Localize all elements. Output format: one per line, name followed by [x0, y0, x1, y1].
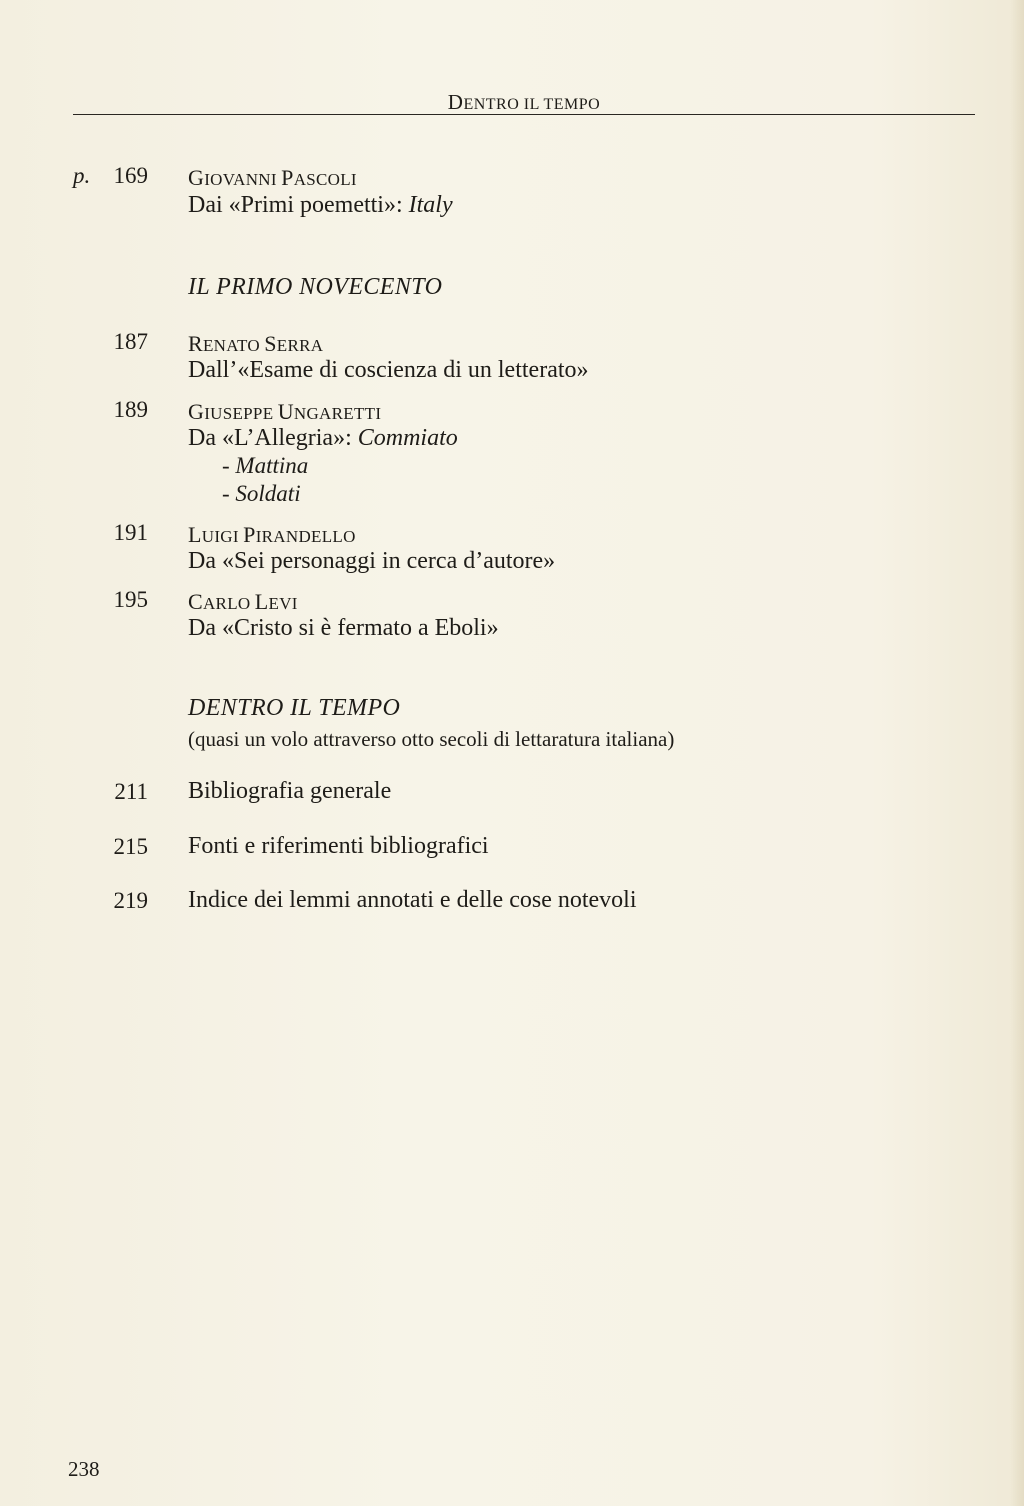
appendix-page-number: 211 [114, 779, 148, 804]
author-rest: ERRA [276, 336, 324, 355]
appendix-label: Fonti e riferimenti bibliografici [188, 833, 489, 859]
author-initial: U [277, 399, 294, 424]
entry-page-number: 187 [113, 329, 148, 354]
entry-title-text: Dai «Primi poemetti»: [188, 192, 409, 218]
author-initial: S [264, 331, 277, 356]
entry-author [188, 165, 357, 191]
entry-title-italic: Commiato [357, 425, 458, 451]
appendix-label: Indice dei lemmi annotati e delle cose notevoli [188, 887, 637, 913]
entry-page-number: 169 [113, 163, 148, 188]
entry-title-text: Dall’«Esame di coscienza di un letterato» [188, 357, 589, 383]
author-initial: L [254, 589, 269, 614]
section-note: (quasi un volo attraverso otto secoli di lettaratura italiana) [188, 727, 675, 751]
header-rule [73, 114, 975, 115]
author-rest: EVI [268, 594, 298, 613]
author-rest: UIGI [201, 527, 239, 546]
author-initial: C [188, 589, 203, 614]
author-initial: G [188, 399, 205, 424]
entry-author [188, 331, 323, 357]
author-rest: IRANDELLO [255, 527, 356, 546]
author-rest: ARLO [202, 594, 251, 613]
entry-author [188, 589, 298, 615]
section-heading: DENTRO IL TEMPO [188, 695, 401, 721]
running-head [73, 90, 975, 115]
entry-subitem: - Mattina [222, 453, 309, 478]
entry-title [188, 615, 499, 642]
author-initial: P [281, 165, 294, 190]
entry-author [188, 399, 381, 425]
appendix-page-number: 215 [113, 834, 148, 859]
entry-subitem: - Soldati [222, 481, 301, 506]
author-initial: P [243, 522, 256, 547]
author-initial: G [188, 165, 205, 190]
appendix-page-number: 219 [113, 888, 148, 913]
entry-title [188, 425, 458, 452]
author-rest: IOVANNI [204, 170, 277, 189]
author-initial: L [188, 522, 202, 547]
page-edge [1010, 0, 1024, 1506]
running-head-initial: D [447, 90, 464, 114]
entry-title [188, 548, 555, 575]
author-rest: ASCOLI [293, 170, 357, 189]
entry-page-number: 191 [113, 520, 148, 545]
entry-title [188, 192, 453, 219]
section-heading: IL PRIMO NOVECENTO [188, 274, 443, 300]
author-initial: R [188, 331, 203, 356]
entry-title-italic: Italy [408, 192, 453, 218]
entry-title-text: Da «Cristo si è fermato a Eboli» [188, 615, 499, 641]
author-rest: NGARETTI [293, 404, 382, 423]
entry-title-text: Da «Sei personaggi in cerca d’autore» [188, 548, 556, 574]
page-folio: 238 [68, 1457, 100, 1481]
entry-title [188, 357, 589, 384]
appendix-label: Bibliografia generale [188, 778, 392, 804]
entry-author [188, 522, 356, 548]
author-rest: IUSEPPE [204, 404, 274, 423]
running-head-rest: ENTRO IL TEMPO [463, 96, 601, 113]
entry-title-text: Da «L’Allegria»: [188, 425, 358, 451]
entry-page-number: 189 [113, 397, 148, 422]
page-abbreviation: p. [73, 163, 91, 188]
author-rest: ENATO [202, 336, 260, 355]
entry-page-number: 195 [113, 587, 148, 612]
